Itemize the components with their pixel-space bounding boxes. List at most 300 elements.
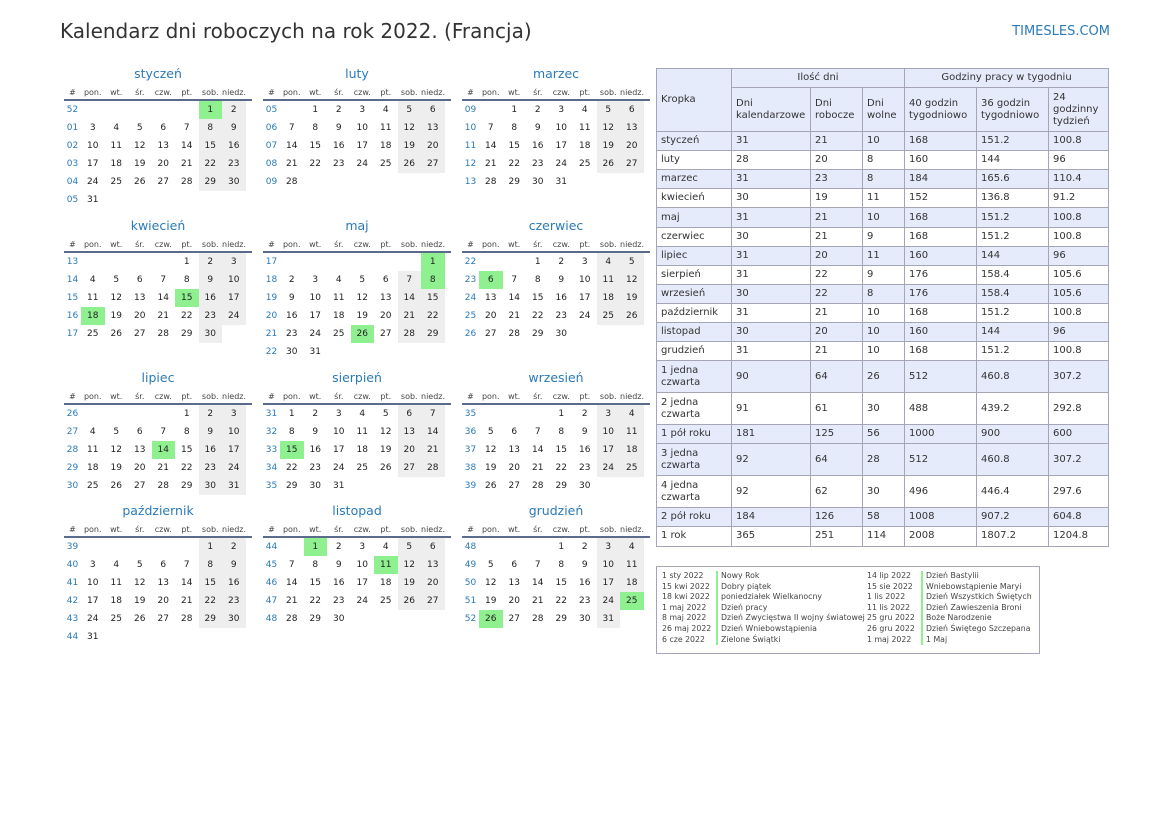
value-cell: 512 [905,444,977,476]
month-name: grudzień [528,503,584,518]
day-cell: 10 [222,423,246,441]
day-cell: 30 [579,614,591,624]
value-cell: 110.4 [1049,170,1109,189]
holiday-date: 1 sty 2022 [662,571,704,580]
value-cell: 1204.8 [1049,527,1109,546]
week-row [64,173,252,191]
day-cell: 15 [280,441,304,459]
day-cell: 12 [110,445,122,455]
day-cell: 13 [380,293,392,303]
day-cell [398,343,422,361]
holiday-entry [867,624,1032,635]
day-cell: 23 [199,307,223,325]
day-cell: 1 [304,538,328,556]
month-name: marzec [532,66,580,81]
value-cell: 100.8 [1049,342,1109,361]
week-number: 12 [464,159,477,169]
day-cell [351,253,375,271]
day-cell: 15 [181,445,193,455]
value-cell: 251 [811,527,863,546]
month-calendar [462,501,650,628]
day-cell [479,538,503,556]
day-cell: 30 [199,477,223,495]
day-cell: 15 [199,137,223,155]
day-cell: 11 [374,556,398,574]
value-cell: 22 [811,265,863,284]
day-cell: 17 [87,159,99,169]
holiday-name: Dzień Bastylii [921,571,979,582]
value-cell: 91 [732,393,811,425]
day-cell [152,538,176,556]
weekday-label: sob. [599,88,617,97]
stats-row [657,246,1109,265]
month-name: wrzesień [528,370,584,385]
weekday-label: niedz. [421,392,446,401]
day-cell: 28 [532,481,544,491]
holiday-date: 6 cze 2022 [662,634,705,644]
value-cell: 160 [905,246,977,265]
week-row [263,307,451,325]
weekday-label: czw. [353,88,371,97]
week-number: 22 [464,257,477,267]
period-cell: 3 jedna czwarta [657,444,732,476]
day-cell: 20 [620,137,644,155]
day-cell: 8 [312,560,319,570]
day-cell: 13 [620,119,644,137]
month-name: styczeń [134,66,182,81]
day-cell: 30 [579,481,591,491]
value-cell: 64 [811,444,863,476]
value-cell: 292.8 [1049,393,1109,425]
day-cell: 23 [199,459,223,477]
week-row [263,253,451,271]
day-cell: 16 [579,578,591,588]
weekday-label: czw. [154,88,172,97]
day-cell: 8 [558,560,565,570]
day-cell: 3 [222,253,246,271]
day-cell: 28 [181,614,193,624]
day-cell: 25 [87,481,99,491]
weekday-header [64,237,252,253]
week-number: 48 [265,614,278,624]
day-cell: 29 [532,329,544,339]
week-number: 50 [464,578,477,588]
day-cell: 19 [398,137,422,155]
value-cell: 184 [732,508,811,527]
week-number: 28 [66,445,79,455]
value-cell: 907.2 [977,508,1049,527]
day-cell [128,405,152,423]
holiday-name: Boże Narodzenie [921,613,992,624]
value-cell: 28 [732,151,811,170]
value-cell: 136.8 [977,189,1049,208]
day-cell: 31 [597,610,621,628]
day-cell: 25 [597,307,621,325]
day-cell: 18 [579,141,591,151]
value-cell: 114 [863,527,905,546]
holiday-entry [662,582,865,593]
week-number: 32 [265,427,278,437]
day-cell: 27 [421,155,445,173]
day-cell [222,191,246,209]
week-row [263,271,451,289]
day-cell [374,253,398,271]
day-cell: 14 [181,141,193,151]
day-cell: 8 [199,119,223,137]
value-cell: 144 [977,323,1049,342]
day-cell: 17 [597,574,621,592]
day-cell: 23 [286,329,298,339]
week-number: 03 [66,159,79,169]
week-row [64,289,252,307]
day-cell: 14 [286,578,298,588]
day-cell: 9 [222,556,246,574]
weekday-label: sob. [599,392,617,401]
week-row [462,405,650,423]
period-cell: 4 jedna czwarta [657,476,732,508]
day-cell: 6 [136,427,143,437]
stats-row [657,303,1109,322]
day-cell: 20 [508,463,520,473]
day-cell [620,325,644,343]
day-cell [421,173,445,191]
day-cell: 6 [511,427,518,437]
weekday-label: wt. [110,240,123,249]
month-name: lipiec [141,370,175,385]
day-cell [479,101,503,119]
value-cell: 100.8 [1049,132,1109,151]
stats-row [657,284,1109,303]
day-cell: 18 [620,441,644,459]
day-cell: 31 [87,632,99,642]
week-row [263,325,451,343]
day-cell: 7 [183,123,190,133]
day-cell: 12 [620,271,644,289]
week-row [263,556,451,574]
weekday-label: pon. [282,525,301,534]
holiday-legend [656,566,1040,654]
week-row [462,173,650,191]
day-cell: 20 [398,441,422,459]
week-row [263,405,451,423]
week-number: 20 [265,311,278,321]
weekday-label: niedz. [421,240,446,249]
day-cell: 6 [382,275,389,285]
day-cell [152,405,176,423]
day-cell: 23 [333,596,345,606]
day-cell: 24 [222,307,246,325]
weekday-label: sob. [201,240,219,249]
day-cell: 30 [532,177,544,187]
day-cell: 26 [110,481,122,491]
day-cell: 2 [199,405,223,423]
day-cell: 4 [359,409,366,419]
week-row [462,610,650,628]
week-number: 08 [265,159,278,169]
day-cell: 18 [356,445,368,455]
day-cell: 28 [157,481,169,491]
day-cell: 7 [288,123,295,133]
day-cell: 4 [382,105,389,115]
day-cell: 9 [558,275,565,285]
week-number: 09 [464,105,477,115]
day-cell: 5 [620,253,644,271]
day-cell: 4 [620,538,644,556]
day-cell: 24 [597,459,621,477]
day-cell: 16 [222,574,246,592]
week-row [64,423,252,441]
day-cell: 19 [356,311,368,321]
week-row [462,477,650,495]
day-cell: 28 [421,459,445,477]
period-cell: 1 rok [657,527,732,546]
site-link[interactable]: TIMESLES.COM [1012,24,1110,39]
day-cell: 17 [309,311,321,321]
value-cell: 168 [905,132,977,151]
day-cell [222,325,246,343]
value-cell: 900 [977,425,1049,444]
holiday-entry [867,582,1032,593]
col-days-off: Dni wolne [863,88,905,132]
col-36h: 36 godzin tygodniowo [977,88,1049,132]
week-row [263,343,451,361]
weekday-label: pon. [282,240,301,249]
day-cell: 26 [398,155,422,173]
weekday-label: czw. [353,525,371,534]
week-number: 38 [464,463,477,473]
day-cell [503,405,527,423]
weekday-label: czw. [552,240,570,249]
day-cell: 12 [110,293,122,303]
value-cell: 184 [905,170,977,189]
value-cell: 439.2 [977,393,1049,425]
value-cell: 8 [863,170,905,189]
weekday-header [263,522,451,538]
day-cell: 6 [479,271,503,289]
week-number: 49 [464,560,477,570]
day-cell: 13 [134,293,146,303]
value-cell: 181 [732,425,811,444]
day-cell: 26 [479,610,503,628]
day-cell: 10 [309,293,321,303]
day-cell [81,101,105,119]
day-cell: 25 [620,592,644,610]
day-cell: 14 [485,141,497,151]
day-cell [105,538,129,556]
weekday-label: sob. [201,525,219,534]
week-number: 26 [66,409,79,419]
period-cell: wrzesień [657,284,732,303]
holiday-name: Dzień Zawieszenia Broni [921,603,1022,614]
period-cell: lipiec [657,246,732,265]
holiday-date: 1 maj 2022 [867,634,912,644]
week-row [64,253,252,271]
value-cell: 26 [863,361,905,393]
day-cell: 17 [555,141,567,151]
day-cell: 10 [579,275,591,285]
day-cell: 2 [335,105,342,115]
day-cell: 6 [620,101,644,119]
weekday-label: śr. [334,240,344,249]
value-cell: 21 [811,132,863,151]
weekday-header [263,237,451,253]
day-cell [128,253,152,271]
holiday-date: 14 lip 2022 [867,571,912,580]
week-number: 35 [265,481,278,491]
value-cell: 20 [811,151,863,170]
day-cell [105,628,129,646]
value-cell: 31 [732,170,811,189]
day-cell [479,253,503,271]
day-cell: 19 [380,445,392,455]
day-cell: 12 [597,119,621,137]
day-cell: 2 [222,101,246,119]
day-cell: 22 [181,463,193,473]
day-cell: 11 [380,123,392,133]
day-cell: 8 [534,275,541,285]
week-number-header: # [69,392,76,401]
day-cell: 25 [380,159,392,169]
weekday-label: czw. [353,240,371,249]
day-cell [351,610,375,628]
value-cell: 64 [811,361,863,393]
day-cell: 2 [581,542,588,552]
day-cell: 3 [359,105,366,115]
day-cell: 9 [581,427,588,437]
holiday-name: Wniebowstąpienie Maryi [921,582,1021,593]
month-calendar [64,368,252,495]
day-cell: 28 [485,177,497,187]
value-cell: 10 [863,208,905,227]
weekday-label: czw. [552,392,570,401]
day-cell: 20 [508,596,520,606]
day-cell [351,343,375,361]
day-cell: 15 [532,293,544,303]
day-cell [81,405,105,423]
day-cell: 29 [286,481,298,491]
week-number: 52 [464,614,477,624]
day-cell [327,173,351,191]
day-cell: 4 [335,275,342,285]
day-cell: 6 [511,560,518,570]
week-number: 01 [66,123,79,133]
week-number: 33 [265,445,278,455]
day-cell [398,173,422,191]
week-row [263,441,451,459]
week-row [64,271,252,289]
value-cell: 30 [732,323,811,342]
week-row [263,101,451,119]
day-cell: 21 [421,441,445,459]
day-cell: 3 [597,405,621,423]
day-cell: 1 [183,409,190,419]
week-number: 26 [464,329,477,339]
week-row [462,441,650,459]
value-cell: 96 [1049,151,1109,170]
weekday-label: pon. [83,525,102,534]
day-cell [280,538,304,556]
value-cell: 8 [863,284,905,303]
day-cell: 10 [356,560,368,570]
day-cell: 25 [110,614,122,624]
day-cell: 26 [134,614,146,624]
weekday-label: niedz. [222,240,247,249]
day-cell: 26 [351,325,375,343]
holiday-date: 1 lis 2022 [867,592,906,602]
weekday-label: sob. [599,240,617,249]
weekday-label: pt. [579,240,591,249]
day-cell: 19 [398,574,422,592]
day-cell: 24 [356,159,368,169]
day-cell: 2 [335,542,342,552]
day-cell: 7 [398,271,422,289]
day-cell [597,477,621,495]
weekday-label: sob. [400,392,418,401]
day-cell: 30 [286,347,298,357]
day-cell: 21 [181,159,193,169]
value-cell: 30 [732,284,811,303]
value-cell: 31 [732,342,811,361]
day-cell: 1 [421,253,445,271]
day-cell: 22 [286,463,298,473]
weekday-label: niedz. [421,525,446,534]
day-cell: 7 [183,560,190,570]
value-cell: 460.8 [977,444,1049,476]
day-cell: 25 [110,177,122,187]
stats-row [657,132,1109,151]
value-cell: 446.4 [977,476,1049,508]
week-row [462,423,650,441]
holiday-column-left [662,571,865,645]
month-calendar [263,64,451,191]
value-cell: 21 [811,342,863,361]
weekday-label: śr. [334,392,344,401]
day-cell: 24 [87,614,99,624]
weekday-label: pt. [579,392,591,401]
week-row [64,574,252,592]
day-cell: 1 [534,257,541,267]
day-cell: 31 [309,347,321,357]
day-cell: 27 [508,614,520,624]
day-cell: 8 [312,123,319,133]
value-cell: 105.6 [1049,284,1109,303]
day-cell: 26 [485,481,497,491]
stats-row [657,425,1109,444]
day-cell: 8 [558,427,565,437]
days-group-header: Ilość dni [732,69,905,88]
week-row [64,307,252,325]
week-number-header: # [467,88,474,97]
value-cell: 96 [1049,323,1109,342]
day-cell: 11 [110,141,122,151]
value-cell: 144 [977,151,1049,170]
value-cell: 488 [905,393,977,425]
week-row [263,477,451,495]
day-cell: 1 [511,105,518,115]
day-cell [304,173,328,191]
col-calendar-days: Dni kalendarzowe [732,88,811,132]
month-name: sierpień [332,370,382,385]
day-cell: 30 [199,325,223,343]
day-cell: 9 [199,271,223,289]
value-cell: 22 [811,284,863,303]
day-cell [152,628,176,646]
day-cell: 12 [485,578,497,588]
day-cell: 29 [199,610,223,628]
stats-row [657,227,1109,246]
day-cell [105,405,129,423]
day-cell: 25 [579,159,591,169]
